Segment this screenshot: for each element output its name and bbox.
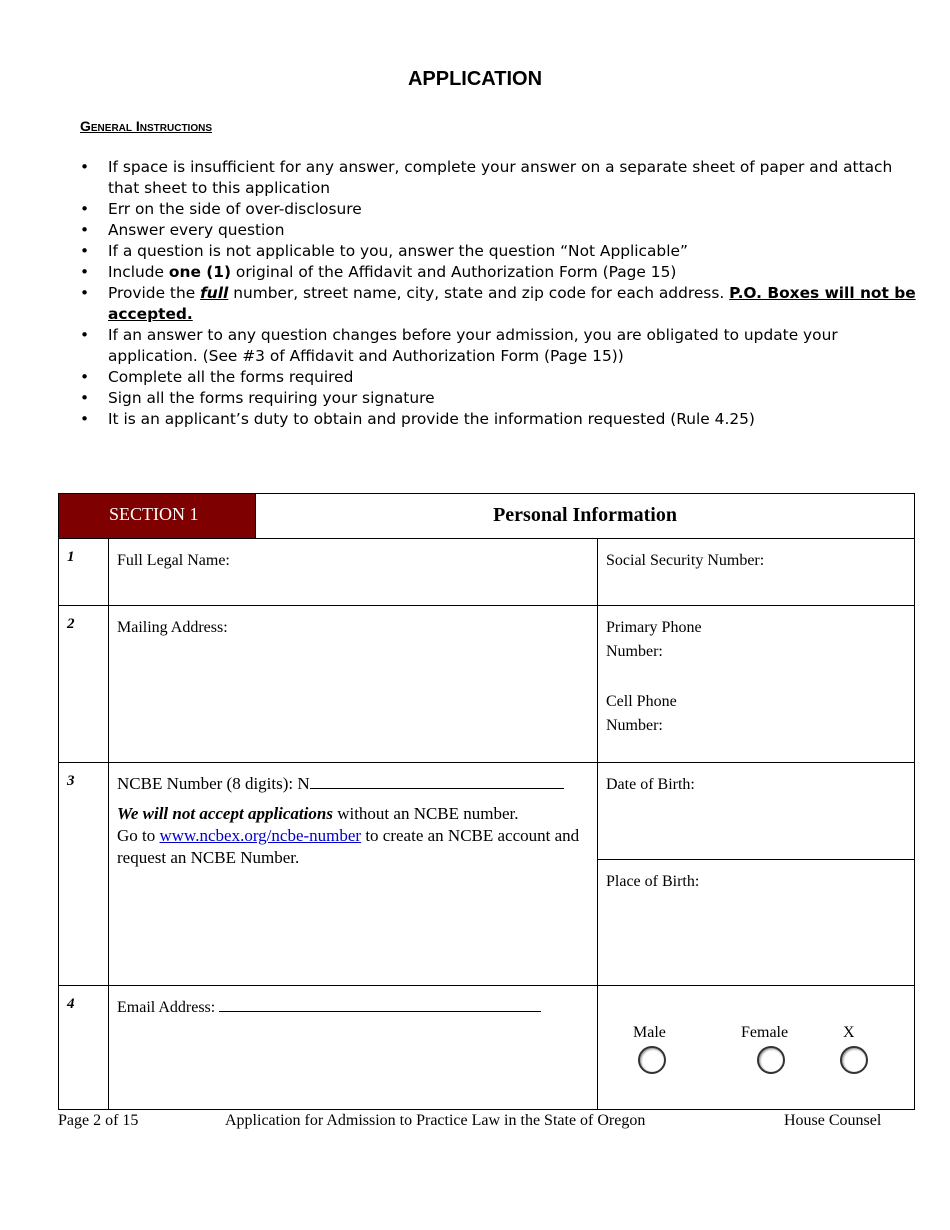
footer-center: Application for Admission to Practice Law in the State of Oregon	[225, 1112, 646, 1129]
list-item: • Answer every question	[80, 220, 920, 241]
primary-phone-field[interactable]: Primary Phone Number:	[606, 619, 702, 660]
ncbe-number-field[interactable]: NCBE Number (8 digits): N	[117, 773, 589, 795]
x-label: X	[843, 1024, 855, 1041]
male-radio[interactable]	[638, 1046, 666, 1074]
list-item: • If a question is not applicable to you, answer the question “Not Applicable”	[80, 241, 920, 262]
list-item: • Provide the full number, street name, city, state and zip code for each address. P.O. Boxes will not be accepted.	[80, 283, 920, 325]
place-of-birth-field[interactable]: Place of Birth:	[598, 860, 915, 986]
female-radio[interactable]	[757, 1046, 785, 1074]
sex-options	[598, 986, 915, 1110]
mailing-address-field[interactable]: Mailing Address:	[109, 606, 598, 763]
row-number: 3	[59, 763, 109, 986]
footer-right: House Counsel	[784, 1112, 882, 1129]
male-label: Male	[633, 1024, 666, 1041]
ncbe-cell	[109, 763, 598, 986]
row-number: 4	[59, 986, 109, 1110]
x-radio[interactable]	[840, 1046, 868, 1074]
footer-page: Page 2 of 15	[58, 1112, 139, 1129]
page-title: APPLICATION	[407, 68, 543, 90]
list-item: • Complete all the forms required	[80, 367, 920, 388]
date-of-birth-field[interactable]: Date of Birth:	[598, 763, 915, 860]
row-number: 2	[59, 606, 109, 763]
section-title: Personal Information	[256, 494, 915, 539]
ssn-field[interactable]: Social Security Number:	[598, 539, 915, 606]
instructions-list	[80, 157, 920, 430]
row-number: 1	[59, 539, 109, 606]
list-item: • Include one (1) original of the Affidavit and Authorization Form (Page 15)	[80, 262, 920, 283]
ncbe-link[interactable]: www.ncbex.org/ncbe-number	[159, 826, 362, 845]
list-item: • Sign all the forms requiring your signature	[80, 388, 920, 409]
female-label: Female	[741, 1024, 789, 1041]
cell-phone-field[interactable]: Cell Phone Number:	[606, 693, 677, 734]
phone-cell	[598, 606, 915, 763]
general-instructions-heading: General Instructions	[80, 118, 213, 134]
personal-information-form	[58, 493, 915, 1110]
email-field[interactable]: Email Address:	[109, 986, 598, 1110]
list-item: • If an answer to any question changes before your admission, you are obligated to update your application. (See #3 of Affidavit and Authorization Form (Page 15))	[80, 325, 920, 367]
full-legal-name-field[interactable]: Full Legal Name:	[109, 539, 598, 606]
section-label: SECTION 1	[59, 494, 256, 539]
list-item: • If space is insufficient for any answer, complete your answer on a separate sheet of paper and attach that sheet to this application	[80, 157, 920, 199]
list-item: • It is an applicant’s duty to obtain and provide the information requested (Rule 4.25)	[80, 409, 920, 430]
ncbe-note: We will not accept applications without an NCBE number. Go to www.ncbex.org/ncbe-number to create an NCBE account and request an NCBE Number.	[117, 804, 580, 867]
list-item: • Err on the side of over-disclosure	[80, 199, 920, 220]
